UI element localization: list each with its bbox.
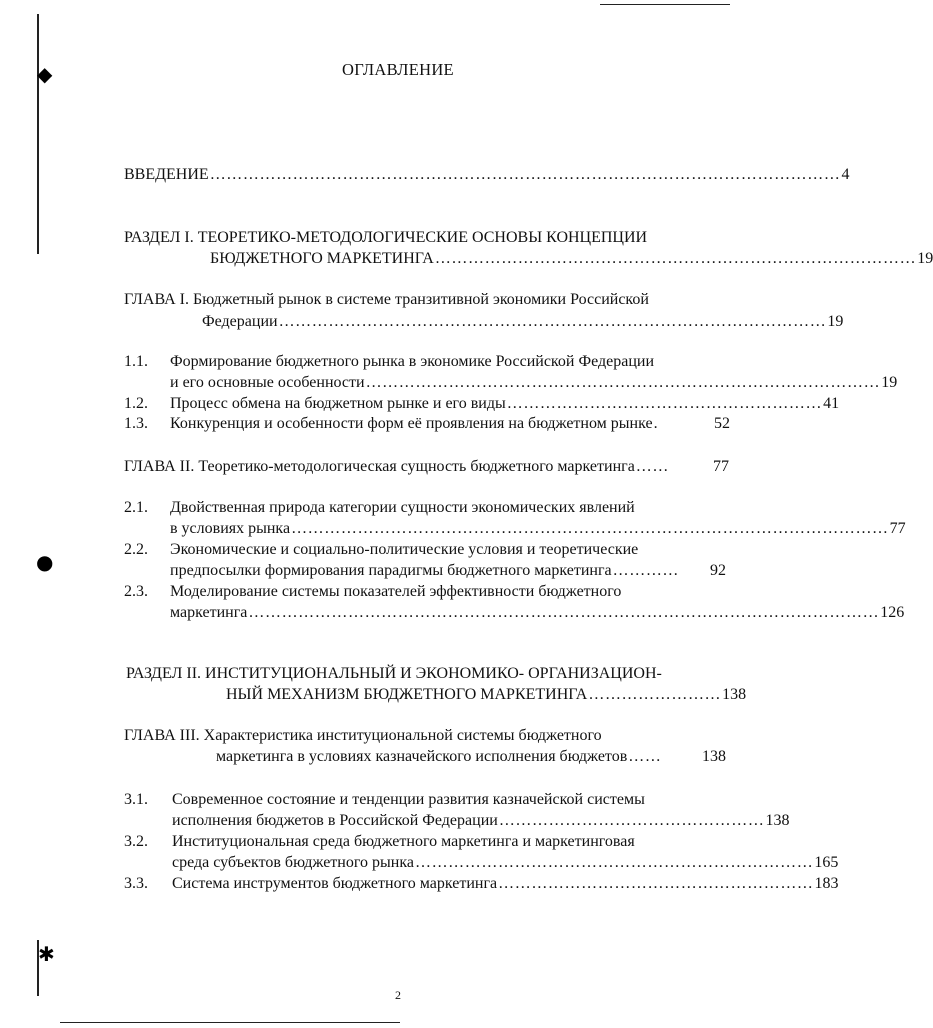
- toc-item-2-2-line1: Экономические и социально-политические условия и теоретические: [170, 541, 639, 558]
- toc-leader: ………………………………………………………………: [414, 854, 814, 871]
- toc-item-3-2-line2: [172, 853, 839, 873]
- toc-leader: ………………………………………………………………………………………: [278, 313, 827, 330]
- scan-bottom-edge: [60, 1022, 400, 1023]
- toc-leader: ……………………: [588, 686, 722, 703]
- toc-item-1-3: [170, 414, 730, 434]
- toc-entry-text: предпосылки формирования парадигмы бюджетного маркетинга: [170, 562, 612, 579]
- toc-item-number: 1.3.: [124, 415, 148, 432]
- toc-page-number: 138: [702, 748, 726, 765]
- toc-leader: ……: [628, 748, 662, 765]
- toc-page-number: 19: [917, 250, 933, 267]
- toc-item-number: 2.2.: [124, 541, 148, 558]
- toc-entry-text: ГЛАВА II. Теоретико-методологическая сущность бюджетного маркетинга: [124, 458, 635, 475]
- toc-item-number: 2.3.: [124, 583, 148, 600]
- toc-page-number: 183: [814, 875, 839, 892]
- toc-section2-line2: [226, 685, 747, 705]
- toc-item-number: 2.1.: [124, 499, 148, 516]
- toc-item-3-2-line1: Институциональная среда бюджетного маркетинга и маркетинговая: [172, 833, 635, 850]
- toc-chapter2: [124, 457, 729, 477]
- toc-page-number: 52: [714, 415, 730, 432]
- toc-item-3-1-line1: Современное состояние и тенденции развития казначейской системы: [172, 791, 645, 808]
- toc-entry-text: маркетинга: [170, 604, 248, 621]
- toc-item-1-1-line2: [170, 373, 898, 393]
- toc-entry-text: Конкуренция и особенности форм её проявления на бюджетном рынке: [170, 415, 653, 432]
- toc-leader: …………………………………………………: [498, 875, 814, 892]
- toc-entry-text: ВВЕДЕНИЕ: [124, 166, 209, 183]
- toc-entry-text: маркетинга в условиях казначейского исполнения бюджетов: [216, 748, 628, 765]
- toc-item-2-1-line1: Двойственная природа категории сущности экономических явлений: [170, 499, 635, 516]
- toc-entry-intro: [124, 165, 850, 185]
- toc-leader: ……………………………………………………………………………: [434, 250, 917, 267]
- toc-leader: ……: [635, 458, 669, 475]
- toc-item-2-1-line2: [170, 519, 906, 539]
- toc-page-number: 41: [823, 395, 840, 412]
- toc-leader: ………………………………………………………………………………………………: [291, 520, 889, 537]
- toc-page-number: 77: [713, 458, 729, 475]
- toc-entry-text: в условиях рынка: [170, 520, 291, 537]
- toc-item-number: 1.2.: [124, 395, 148, 412]
- toc-leader: …………: [612, 562, 680, 579]
- toc-page-number: 92: [710, 562, 726, 579]
- scan-top-edge: [600, 4, 730, 5]
- toc-page-number: 138: [722, 686, 747, 703]
- toc-chapter1-line1: ГЛАВА I. Бюджетный рынок в системе транзитивной экономики Российской: [124, 291, 649, 308]
- toc-leader: ……………………………………………………………………………………………………: [209, 166, 841, 183]
- toc-entry-text: НЫЙ МЕХАНИЗМ БЮДЖЕТНОГО МАРКЕТИНГА: [226, 686, 588, 703]
- toc-entry-text: БЮДЖЕТНОГО МАРКЕТИНГА: [210, 250, 434, 267]
- toc-page-number: 165: [814, 854, 839, 871]
- scan-left-edge: [37, 14, 39, 254]
- punch-hole-mark-top: ◆: [37, 62, 53, 86]
- toc-item-1-2: [170, 394, 840, 414]
- toc-leader: ……………………………………………………………………………………………………: [248, 604, 880, 621]
- toc-item-1-1-line1: Формирование бюджетного рынка в экономике Российской Федерации: [170, 353, 655, 370]
- toc-entry-text: исполнения бюджетов в Российской Федерации: [172, 812, 498, 829]
- toc-leader: .: [653, 415, 659, 432]
- toc-item-number: 3.2.: [124, 833, 148, 850]
- toc-item-number: 3.3.: [124, 875, 148, 892]
- toc-section1-line2: [210, 249, 933, 269]
- toc-item-3-1-line2: [172, 811, 790, 831]
- toc-leader: …………………………………………………………………………………: [365, 374, 881, 391]
- toc-item-2-3-line2: [170, 603, 905, 623]
- page-number: 2: [395, 988, 401, 1002]
- toc-leader: …………………………………………………: [506, 395, 823, 412]
- toc-item-number: 3.1.: [124, 791, 148, 808]
- toc-entry-text: Система инструментов бюджетного маркетинга: [172, 875, 498, 892]
- toc-item-2-2-line2: [170, 561, 726, 581]
- toc-page-number: 19: [827, 313, 844, 330]
- toc-chapter3-line2: [216, 747, 726, 767]
- toc-page-number: 126: [880, 604, 905, 621]
- toc-page-number: 4: [841, 166, 850, 183]
- toc-chapter1-line2: [202, 312, 844, 332]
- punch-hole-mark-bottom: ✱: [38, 942, 55, 966]
- toc-section2-line1: РАЗДЕЛ II. ИНСТИТУЦИОНАЛЬНЫЙ И ЭКОНОМИКО- ОРГАНИЗАЦИОН-: [126, 665, 662, 682]
- toc-item-2-3-line1: Моделирование системы показателей эффективности бюджетного: [170, 583, 622, 600]
- toc-entry-text: среда субъектов бюджетного рынка: [172, 854, 414, 871]
- toc-leader: …………………………………………: [498, 812, 765, 829]
- toc-item-number: 1.1.: [124, 353, 148, 370]
- punch-hole-mark-middle: ●: [36, 550, 54, 574]
- toc-chapter3-line1: ГЛАВА III. Характеристика институциональной системы бюджетного: [124, 727, 602, 744]
- page-title: ОГЛАВЛЕНИЕ: [342, 60, 454, 79]
- toc-entry-text: Процесс обмена на бюджетном рынке и его виды: [170, 395, 506, 412]
- toc-entry-text: Федерации: [202, 313, 278, 330]
- toc-item-3-3: [172, 874, 839, 894]
- toc-page-number: 19: [881, 374, 898, 391]
- toc-page-number: 138: [765, 812, 790, 829]
- toc-entry-text: и его основные особенности: [170, 374, 365, 391]
- toc-section1-line1: РАЗДЕЛ I. ТЕОРЕТИКО-МЕТОДОЛОГИЧЕСКИЕ ОСНОВЫ КОНЦЕПЦИИ: [124, 229, 648, 246]
- toc-page-number: 77: [889, 520, 906, 537]
